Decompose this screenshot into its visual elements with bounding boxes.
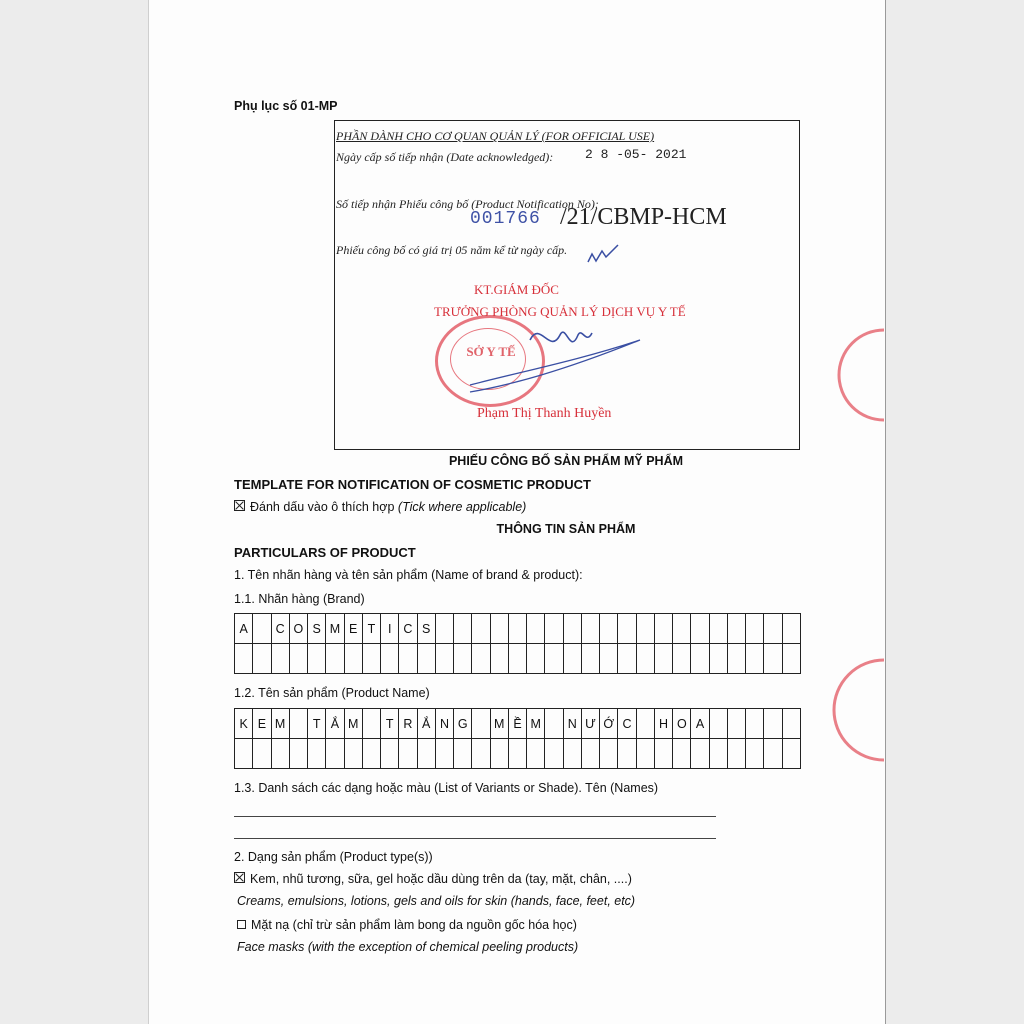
- grid-cell: A: [235, 614, 253, 644]
- grid-cell-empty: [235, 644, 253, 674]
- grid-cell-empty: [728, 644, 746, 674]
- notification-number: 001766: [470, 209, 541, 229]
- grid-cell-empty: [691, 644, 709, 674]
- official-use-box: [334, 120, 800, 450]
- grid-cell: Ắ: [418, 709, 436, 739]
- grid-cell-empty: [746, 739, 764, 769]
- option-creams-vn: Kem, nhũ tương, sữa, gel hoặc dầu dùng trên da (tay, mặt, chân, ....): [250, 872, 632, 886]
- grid-cell-empty: [491, 644, 509, 674]
- grid-cell-empty: [710, 739, 728, 769]
- grid-cell-empty: [235, 739, 253, 769]
- grid-cell-empty: [381, 644, 399, 674]
- variants-line-1: [234, 816, 716, 817]
- grid-cell-empty: [783, 739, 801, 769]
- grid-cell-empty: [618, 739, 636, 769]
- grid-cell: K: [235, 709, 253, 739]
- date-acknowledged-label: Ngày cấp số tiếp nhận (Date acknowledged):: [336, 150, 554, 164]
- grid-cell: [253, 614, 271, 644]
- grid-cell: G: [454, 709, 472, 739]
- grid-cell-empty: [527, 644, 545, 674]
- grid-cell: [710, 709, 728, 739]
- grid-cell-empty: [472, 739, 490, 769]
- grid-cell-empty: [746, 644, 764, 674]
- option-masks-vn: Mặt nạ (chỉ trừ sản phẩm làm bong da nguồn gốc hóa học): [251, 918, 577, 932]
- stamp-title-line1: KT.GIÁM ĐỐC: [474, 282, 559, 297]
- brand-grid: [234, 613, 801, 674]
- grid-cell-empty: [381, 739, 399, 769]
- grid-cell: O: [290, 614, 308, 644]
- seal-text: SỞ Y TẾ: [466, 344, 516, 359]
- grid-cell-empty: [600, 739, 618, 769]
- grid-cell: M: [272, 709, 290, 739]
- grid-cell: E: [253, 709, 271, 739]
- grid-cell: [527, 614, 545, 644]
- grid-cell-empty: [399, 739, 417, 769]
- grid-cell-empty: [637, 644, 655, 674]
- section-2-label: 2. Dạng sản phẩm (Product type(s)): [234, 850, 433, 864]
- annex-number: Phụ lục số 01-MP: [234, 99, 338, 113]
- grid-cell: [764, 709, 782, 739]
- grid-cell: [637, 614, 655, 644]
- grid-cell-empty: [509, 739, 527, 769]
- grid-cell-empty: [582, 739, 600, 769]
- grid-cell-empty: [491, 739, 509, 769]
- grid-cell-empty: [363, 644, 381, 674]
- grid-cell-empty: [582, 644, 600, 674]
- grid-cell: H: [655, 709, 673, 739]
- grid-cell: S: [308, 614, 326, 644]
- stamp-title-line2: TRƯỞNG PHÒNG QUẢN LÝ DỊCH VỤ Y TẾ: [434, 304, 686, 319]
- grid-cell-empty: [272, 739, 290, 769]
- grid-cell: I: [381, 614, 399, 644]
- grid-cell-empty: [618, 644, 636, 674]
- grid-cell-empty: [290, 739, 308, 769]
- grid-cell-empty: [655, 739, 673, 769]
- grid-cell: [290, 709, 308, 739]
- notification-number-label: Số tiếp nhận Phiếu công bố (Product Notification No):: [336, 197, 599, 211]
- variants-line-2: [234, 838, 716, 839]
- grid-cell: [691, 614, 709, 644]
- checkbox-checked-icon: [234, 500, 245, 511]
- grid-cell: C: [399, 614, 417, 644]
- grid-cell-empty: [436, 644, 454, 674]
- grid-cell-empty: [509, 644, 527, 674]
- grid-cell-empty: [454, 739, 472, 769]
- grid-cell: R: [399, 709, 417, 739]
- grid-cell: [454, 614, 472, 644]
- option-masks-en: Face masks (with the exception of chemical peeling products): [237, 940, 579, 954]
- product-info-title: THÔNG TIN SẢN PHẨM: [496, 522, 636, 536]
- grid-cell-empty: [326, 644, 344, 674]
- grid-cell-empty: [345, 739, 363, 769]
- option-creams: [234, 872, 632, 886]
- grid-cell-empty: [418, 644, 436, 674]
- grid-cell-empty: [545, 739, 563, 769]
- grid-cell: [582, 614, 600, 644]
- grid-cell-empty: [308, 739, 326, 769]
- grid-cell: E: [345, 614, 363, 644]
- variants-label: 1.3. Danh sách các dạng hoặc màu (List of Variants or Shade). Tên (Names): [234, 781, 659, 795]
- grid-cell: M: [326, 614, 344, 644]
- grid-cell-empty: [783, 644, 801, 674]
- grid-cell-empty: [564, 739, 582, 769]
- grid-cell: [509, 614, 527, 644]
- grid-cell: [710, 614, 728, 644]
- grid-cell-empty: [728, 739, 746, 769]
- option-masks-checkbox[interactable]: [237, 920, 246, 929]
- grid-cell-empty: [326, 739, 344, 769]
- validity-note: Phiếu công bố có giá trị 05 năm kể từ ngày cấp.: [336, 243, 568, 257]
- grid-cell-empty: [564, 644, 582, 674]
- notification-suffix: /21/CBMP-HCM: [560, 204, 727, 230]
- grid-cell: Ư: [582, 709, 600, 739]
- grid-cell-empty: [673, 644, 691, 674]
- tick-instruction-text: Đánh dấu vào ô thích hợp: [250, 500, 395, 514]
- grid-cell: Ắ: [326, 709, 344, 739]
- grid-cell-empty: [637, 739, 655, 769]
- tick-instruction: [234, 500, 526, 514]
- option-creams-checkbox[interactable]: [234, 872, 245, 883]
- title-english: TEMPLATE FOR NOTIFICATION OF COSMETIC PRODUCT: [234, 477, 591, 492]
- grid-cell-empty: [472, 644, 490, 674]
- grid-cell: T: [363, 614, 381, 644]
- grid-cell: [655, 614, 673, 644]
- grid-cell: [545, 614, 563, 644]
- grid-cell-empty: [436, 739, 454, 769]
- grid-cell: [637, 709, 655, 739]
- grid-cell: Ề: [509, 709, 527, 739]
- grid-cell: [491, 614, 509, 644]
- grid-cell-empty: [363, 739, 381, 769]
- grid-cell: [728, 709, 746, 739]
- tick-instruction-en: (Tick where applicable): [397, 500, 527, 514]
- red-seal-stamp: [435, 315, 545, 407]
- particulars-title: PARTICULARS OF PRODUCT: [234, 545, 416, 560]
- grid-cell: [728, 614, 746, 644]
- title-vietnamese: PHIẾU CÔNG BỐ SẢN PHẨM MỸ PHẨM: [448, 454, 684, 468]
- grid-cell-empty: [764, 739, 782, 769]
- grid-cell: [545, 709, 563, 739]
- option-creams-en: Creams, emulsions, lotions, gels and oils for skin (hands, face, feet, etc): [237, 894, 636, 908]
- grid-cell-empty: [655, 644, 673, 674]
- grid-cell: [436, 614, 454, 644]
- grid-cell-empty: [527, 739, 545, 769]
- grid-cell: N: [564, 709, 582, 739]
- grid-cell: O: [673, 709, 691, 739]
- grid-cell: N: [436, 709, 454, 739]
- grid-cell: C: [618, 709, 636, 739]
- brand-label: 1.1. Nhãn hàng (Brand): [234, 592, 365, 606]
- grid-cell: M: [527, 709, 545, 739]
- official-use-header: PHẦN DÀNH CHO CƠ QUAN QUẢN LÝ (FOR OFFICIAL USE): [336, 129, 655, 143]
- grid-cell: A: [691, 709, 709, 739]
- grid-cell: [764, 614, 782, 644]
- grid-cell: [600, 614, 618, 644]
- grid-cell: [472, 614, 490, 644]
- grid-cell-empty: [673, 739, 691, 769]
- section-1-label: 1. Tên nhãn hàng và tên sản phẩm (Name of brand & product):: [234, 568, 583, 582]
- grid-cell: [783, 709, 801, 739]
- product-name-label: 1.2. Tên sản phẩm (Product Name): [234, 686, 430, 700]
- grid-cell-empty: [764, 644, 782, 674]
- grid-cell: [618, 614, 636, 644]
- grid-cell: [363, 709, 381, 739]
- grid-cell-empty: [600, 644, 618, 674]
- grid-cell: [783, 614, 801, 644]
- grid-cell-empty: [253, 739, 271, 769]
- grid-cell-empty: [290, 644, 308, 674]
- grid-cell: Ớ: [600, 709, 618, 739]
- grid-cell: [746, 614, 764, 644]
- grid-cell: [673, 614, 691, 644]
- grid-cell: [564, 614, 582, 644]
- signer-name: Phạm Thị Thanh Huyền: [477, 406, 612, 421]
- grid-cell-empty: [545, 644, 563, 674]
- grid-cell-empty: [272, 644, 290, 674]
- grid-cell-empty: [253, 644, 271, 674]
- grid-cell: T: [381, 709, 399, 739]
- date-acknowledged-value: 2 8 -05- 2021: [585, 147, 687, 162]
- grid-cell: T: [308, 709, 326, 739]
- grid-cell-empty: [345, 644, 363, 674]
- grid-cell: M: [345, 709, 363, 739]
- grid-cell-empty: [399, 644, 417, 674]
- grid-cell-empty: [308, 644, 326, 674]
- grid-cell: [472, 709, 490, 739]
- grid-cell-empty: [454, 644, 472, 674]
- option-masks: [237, 918, 577, 932]
- grid-cell: [746, 709, 764, 739]
- grid-cell: C: [272, 614, 290, 644]
- grid-cell: S: [418, 614, 436, 644]
- grid-cell-empty: [710, 644, 728, 674]
- product-name-grid: [234, 708, 801, 769]
- grid-cell: M: [491, 709, 509, 739]
- grid-cell-empty: [418, 739, 436, 769]
- grid-cell-empty: [691, 739, 709, 769]
